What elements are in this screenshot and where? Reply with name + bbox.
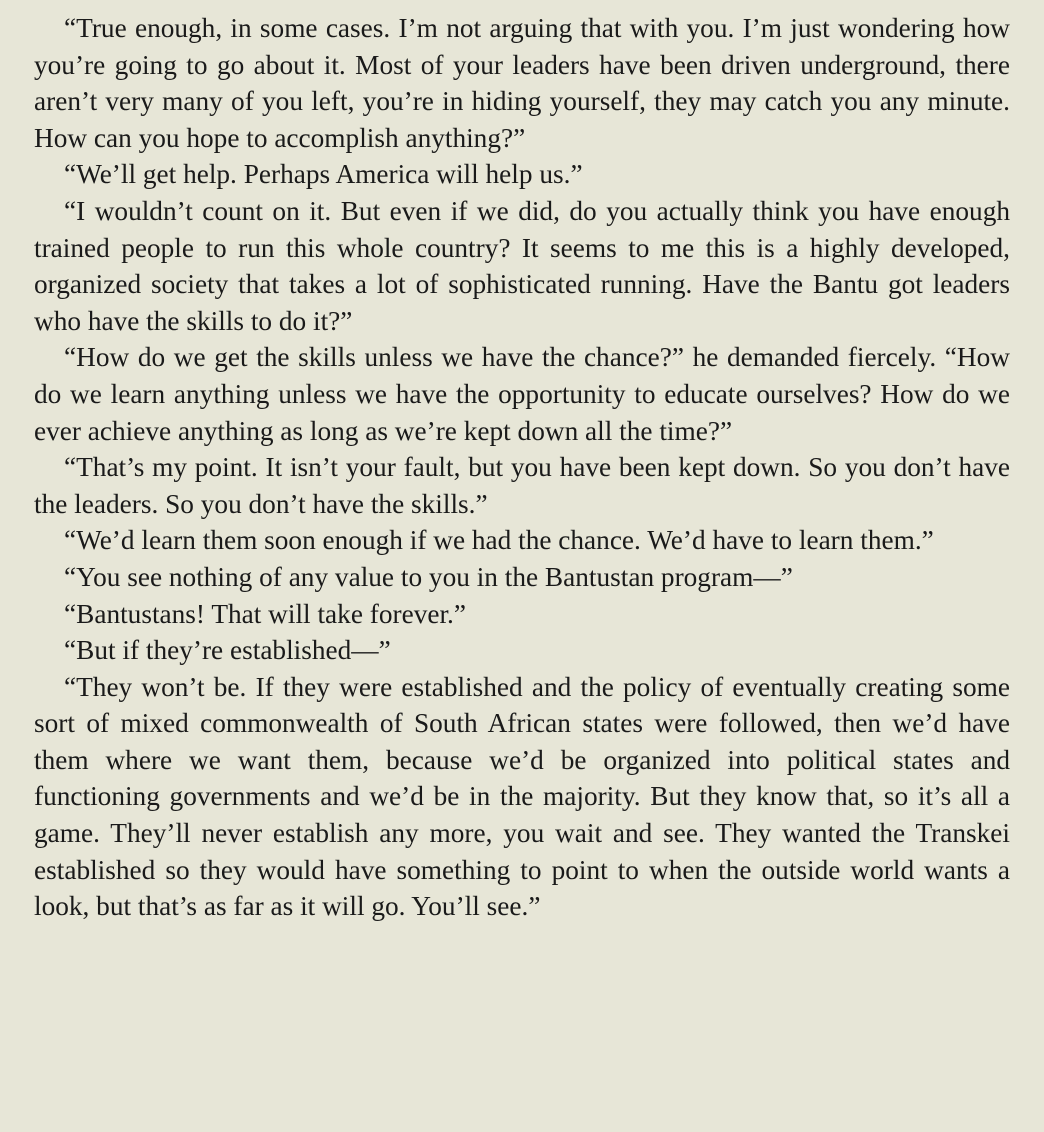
paragraph: “True enough, in some cases. I’m not arguing that with you. I’m just wondering how you’re going to go about it. Most of your leaders have been driven underground, there aren’t very many of you left, you’re in hiding yourself, they may catch you any minute. How can you hope to accomplish anything?” <box>34 13 1010 153</box>
paragraph: “How do we get the skills unless we have the chance?” he demanded fiercely. “How do we learn anything unless we have the opportunity to educate ourselves? How do we ever achieve anything as long as we’re kept down all the time?” <box>34 342 1010 446</box>
paragraph: “We’d learn them soon enough if we had the chance. We’d have to learn them.” <box>64 525 934 556</box>
paragraph: “That’s my point. It isn’t your fault, but you have been kept down. So you don’t have the leaders. So you don’t have the skills.” <box>34 452 1010 519</box>
paragraph: “I wouldn’t count on it. But even if we did, do you actually think you have enough trained people to run this whole country? It seems to me this is a highly developed, organized society that takes a lot of sophisticated running. Have the Bantu got leaders who have the skills to do it?” <box>34 195 1010 336</box>
paragraph: “You see nothing of any value to you in the Bantustan program—” <box>64 561 793 592</box>
paragraph: “We’ll get help. Perhaps America will help us.” <box>64 159 583 190</box>
paragraph: “They won’t be. If they were established and the policy of eventually creating some sort of mixed commonwealth of South African states were followed, then we’d have them where we want them, because we’d be organized into political states and functioning governments and we’d be in the majority. But they know that, so it’s all a game. They’ll never establish any more, you wait and see. They wanted the Transkei established so they would have something to point to when the outside world wants a look, but that’s as far as it will go. You’ll see.” <box>34 671 1010 922</box>
paragraph: “But if they’re established—” <box>64 635 391 666</box>
paragraph: “Bantustans! That will take forever.” <box>64 598 466 629</box>
